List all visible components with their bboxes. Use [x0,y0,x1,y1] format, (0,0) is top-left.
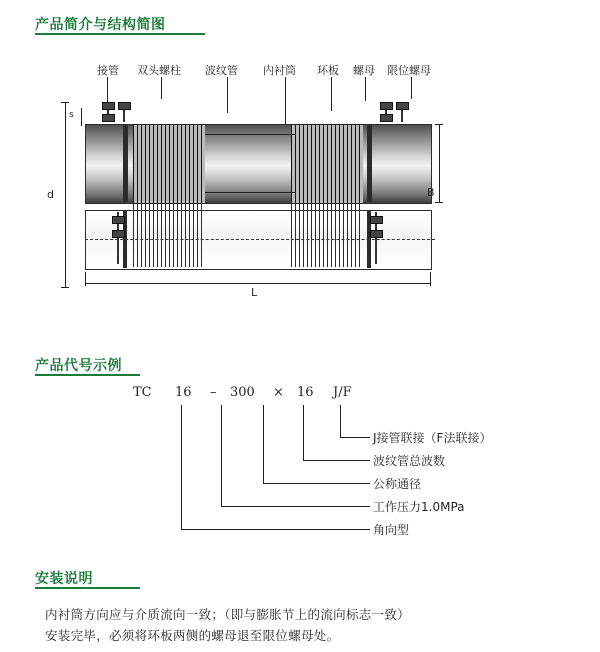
bellows-upper-right [291,124,363,204]
code-leader-joint-v [340,405,341,437]
install-note-line-1: 内衬筒方向应与介质流向一致；（即与膨胀节上的流向标志一致） [45,607,410,622]
liner-bottom-line [205,192,295,193]
leader-line-6 [365,77,366,101]
nut-right2-top [396,102,409,110]
dim-tick-bottom [61,287,69,288]
plate-upper-left [123,124,128,202]
code-token-times: × [273,385,284,400]
nut-lower-left-2 [112,230,125,238]
section-rule-structure [35,33,205,35]
dim-L-right-tick [430,272,431,286]
code-leader-pressure-h [221,506,370,507]
dim-vertical-left [65,102,66,287]
code-token-type: TC [133,385,152,400]
section-rule-install [35,587,140,589]
structure-diagram [35,62,565,302]
callout-label-huanban: 环板 [317,64,339,77]
section-title-install: 安装说明 [35,571,93,587]
section-title-code: 产品代号示例 [35,358,122,374]
leader-line-2 [161,77,162,99]
code-leader-waves-v [303,405,304,460]
leader-line-3 [227,77,228,113]
nut-lower-right-2 [370,230,383,238]
callout-label-xianweiluomu: 限位螺母 [387,64,431,77]
code-leader-type-h [181,529,370,530]
product-code-diagram [35,385,565,535]
callout-label-jieguan: 接管 [97,64,119,77]
nut-left-lower [102,114,115,122]
nut-lower-left-1 [112,216,125,224]
callout-label-luomu: 螺母 [353,64,375,77]
dim-tick-top [61,102,69,103]
dimension-s: s [69,110,74,120]
plate-upper-right [367,124,372,202]
code-leader-joint-h [340,437,370,438]
code-token-joint: J/F [333,385,352,400]
callout-label-neichentong: 内衬筒 [263,64,296,77]
nut-left2-top [118,102,131,110]
nut-lower-right-1 [370,216,383,224]
dim-L-line [85,283,430,284]
leader-line-5 [331,77,332,111]
code-leader-diameter-h [263,483,370,484]
code-leader-waves-h [303,460,370,461]
bellows-upper-left [133,124,205,204]
code-desc-joint: J接管联接（F法联接） [373,431,492,445]
code-desc-waves: 波纹管总波数 [373,454,446,468]
dimension-L: L [251,286,258,299]
center-axis [85,239,435,240]
code-token-diameter: 300 [230,385,255,400]
nut-right-top [380,102,393,110]
nut-right-lower [380,114,393,122]
code-leader-type-v [181,405,182,529]
code-desc-diameter: 公称通径 [373,477,422,491]
code-desc-pressure: 工作压力1.0MPa [373,500,465,514]
code-leader-diameter-v [263,405,264,483]
dim-vertical-s [81,108,82,126]
leader-line-1 [107,77,108,103]
code-token-pressure: 16 [175,385,192,400]
dim-vertical-B [439,124,440,202]
install-note-line-2: 安装完毕，必须将环板两侧的螺母退至限位螺母处。 [45,628,340,643]
nut-left-top [102,102,115,110]
dimension-B: B [427,186,435,199]
code-desc-type: 角向型 [373,523,410,537]
code-token-dash: – [210,385,217,400]
section-title-structure: 产品简介与结构简图 [35,17,166,33]
dimension-d: d [47,188,54,201]
dim-tick-B-bottom [435,202,443,203]
callout-label-bowenguan: 波纹管 [205,64,238,77]
liner-top-line [205,134,295,135]
callout-label-shuangtou: 双头螺柱 [137,64,181,77]
leader-line-7 [411,77,412,99]
code-token-waves: 16 [297,385,314,400]
dim-tick-B-top [435,124,443,125]
code-leader-pressure-v [221,405,222,506]
section-rule-code [35,374,140,376]
